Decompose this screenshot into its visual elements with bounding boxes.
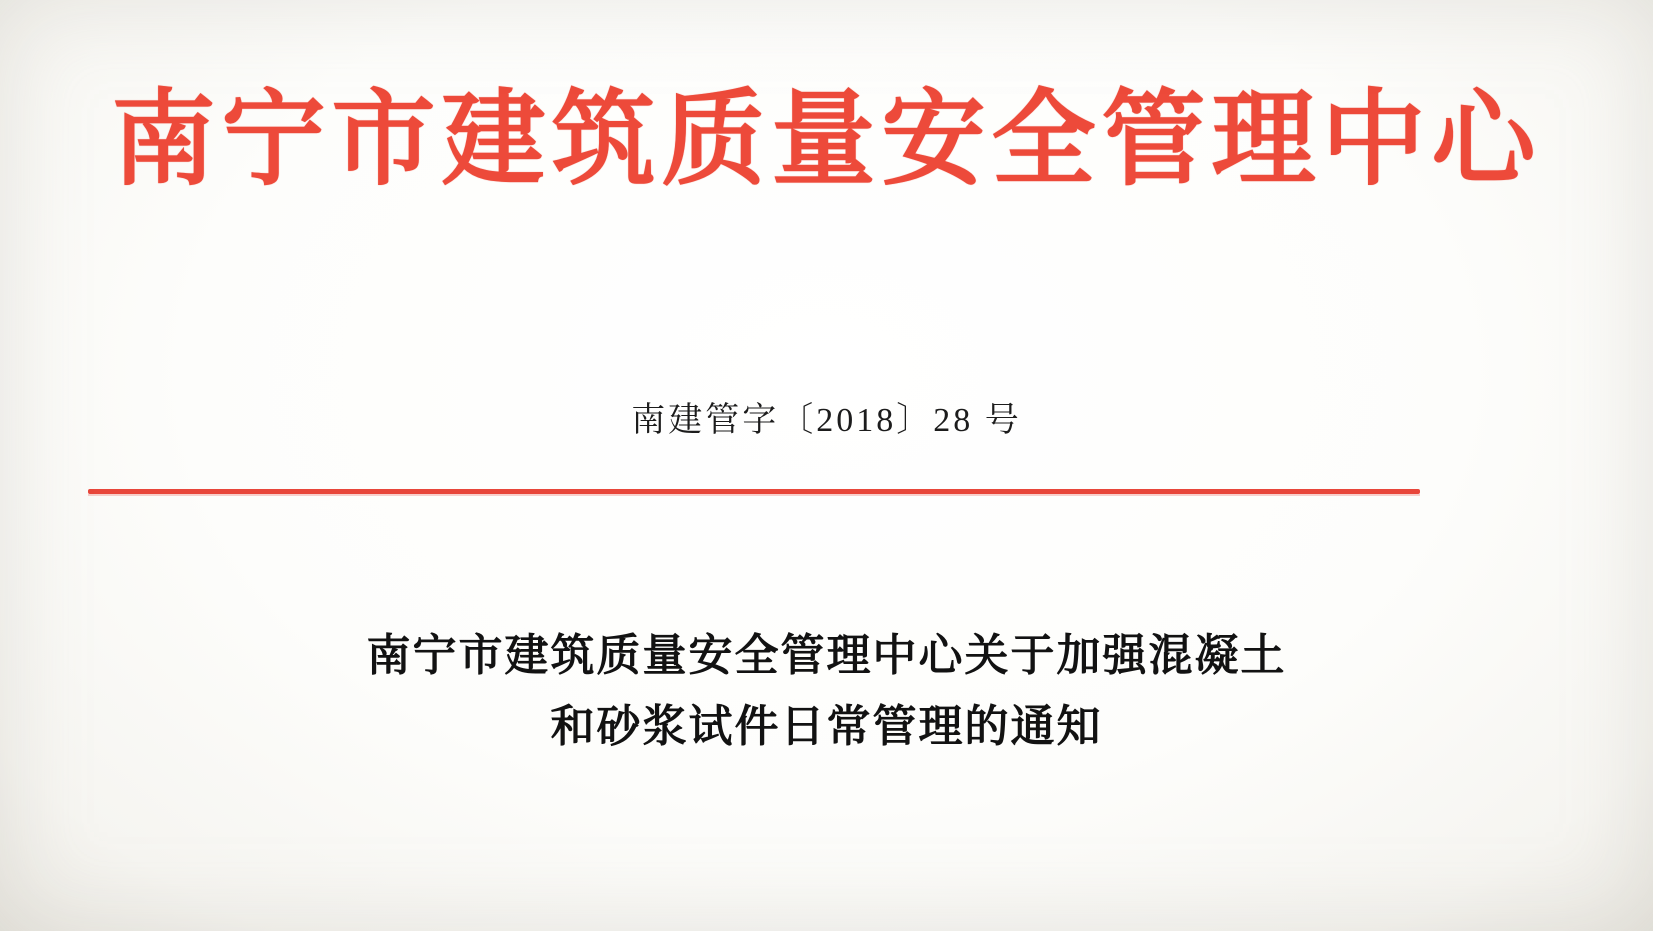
document-number: 南建管字〔2018〕28 号 — [631, 402, 1022, 439]
organization-masthead: 南宁市建筑质量安全管理中心 — [111, 77, 1542, 200]
document-title-line-2: 和砂浆试件日常管理的通知 — [550, 701, 1103, 753]
document-title-line-1: 南宁市建筑质量安全管理中心关于加强混凝土 — [366, 630, 1287, 681]
document-title — [0, 620, 1653, 763]
red-divider-rule — [88, 489, 1420, 494]
